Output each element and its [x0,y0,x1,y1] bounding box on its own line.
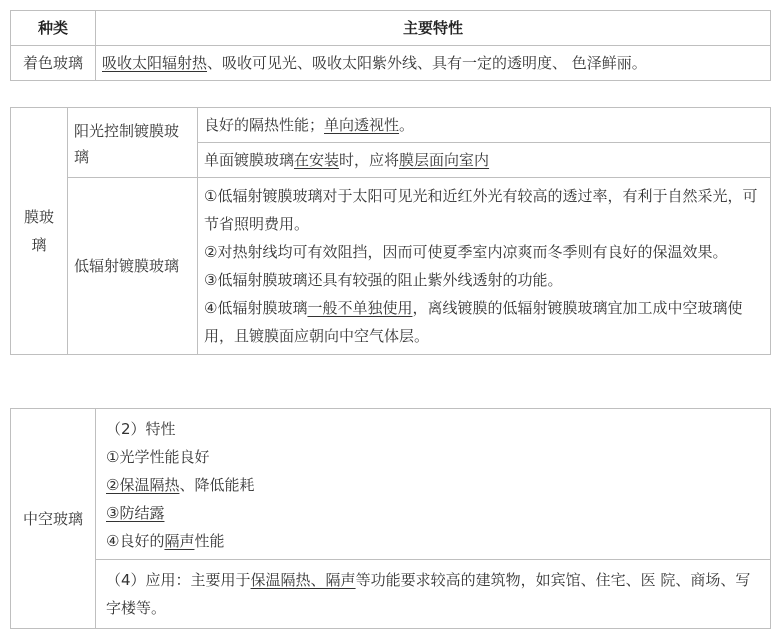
underlined-text: 防结露 [119,504,165,522]
coated-glass-category: 膜玻璃 [11,108,68,355]
underlined-text: 一般不单独使用 [307,299,413,317]
tinted-glass-table [10,10,771,81]
underlined-text: 单向透视性 [324,116,400,134]
tinted-glass-properties [96,46,771,81]
underlined-text: ③ [106,504,120,522]
solar-control-name: 阳光控制镀膜玻璃 [68,108,198,178]
text-segment: ，离线镀膜的低辐射镀膜玻璃宜加工成中空玻璃使用，且镀膜面应朝向中空气体层。 [204,299,743,345]
low-e-point-2: ②对热射线均可有效阻挡，因而可使夏季室内凉爽而冬季则有良好的保温效果。 [204,243,728,261]
table-row [11,560,771,629]
low-e-name: 低辐射镀膜玻璃 [68,178,198,355]
text-segment: ④低辐射膜玻璃 [204,299,308,317]
underlined-text: 隔声 [164,532,195,550]
table-row [11,46,771,81]
property-2 [106,471,760,499]
property-3 [106,499,760,527]
header-type: 种类 [11,11,96,46]
underlined-text: ②保温隔热 [106,476,180,494]
underlined-text: 膜层面向室内 [399,151,490,169]
text-segment: （4）应用：主要用于 [106,571,251,589]
table-row [11,108,771,143]
text-segment: 、降低能耗 [179,476,255,494]
property-1: ①光学性能良好 [106,448,210,466]
underlined-text: 保温隔热、隔声 [250,571,356,589]
insulating-glass-table [10,408,771,629]
coated-glass-table [10,107,771,355]
insulating-glass-category: 中空玻璃 [11,409,96,629]
text-segment: 性能 [194,532,225,550]
property-4 [106,527,760,555]
table-row [11,178,771,355]
insulating-properties [96,409,771,560]
solar-control-line2 [198,143,771,178]
table-header-row [11,11,771,46]
text-segment: 等功能要求较高的建筑物，如宾馆、住宅、医 院、商场、写字楼等。 [106,571,751,617]
text-segment: ④良好的 [106,532,165,550]
underlined-text: 吸收太阳辐射热 [102,54,208,72]
table-row [11,409,771,560]
solar-control-line1 [198,108,771,143]
header-properties: 主要特性 [96,11,771,46]
low-e-point-4 [204,294,764,350]
properties-title: （2）特性 [106,420,176,438]
low-e-properties [198,178,771,355]
tinted-glass-name: 着色玻璃 [11,46,96,81]
text-segment: 。 [399,116,415,134]
insulating-application [96,560,771,629]
text-segment: 良好的隔热性能； [204,116,325,134]
low-e-point-3: ③低辐射膜玻璃还具有较强的阻止紫外线透射的功能。 [204,271,563,289]
text-segment: 单面镀膜玻璃 [204,151,295,169]
properties-text: 、吸收可见光、吸收太阳紫外线、具有一定的透明度、 色泽鲜丽。 [207,54,647,72]
low-e-point-1: ①低辐射镀膜玻璃对于太阳可见光和近红外光有较高的透过率，有利于自然采光，可节省照明费用。 [204,187,758,233]
text-segment: 时，应将 [339,151,400,169]
underlined-text: 在安装 [294,151,340,169]
